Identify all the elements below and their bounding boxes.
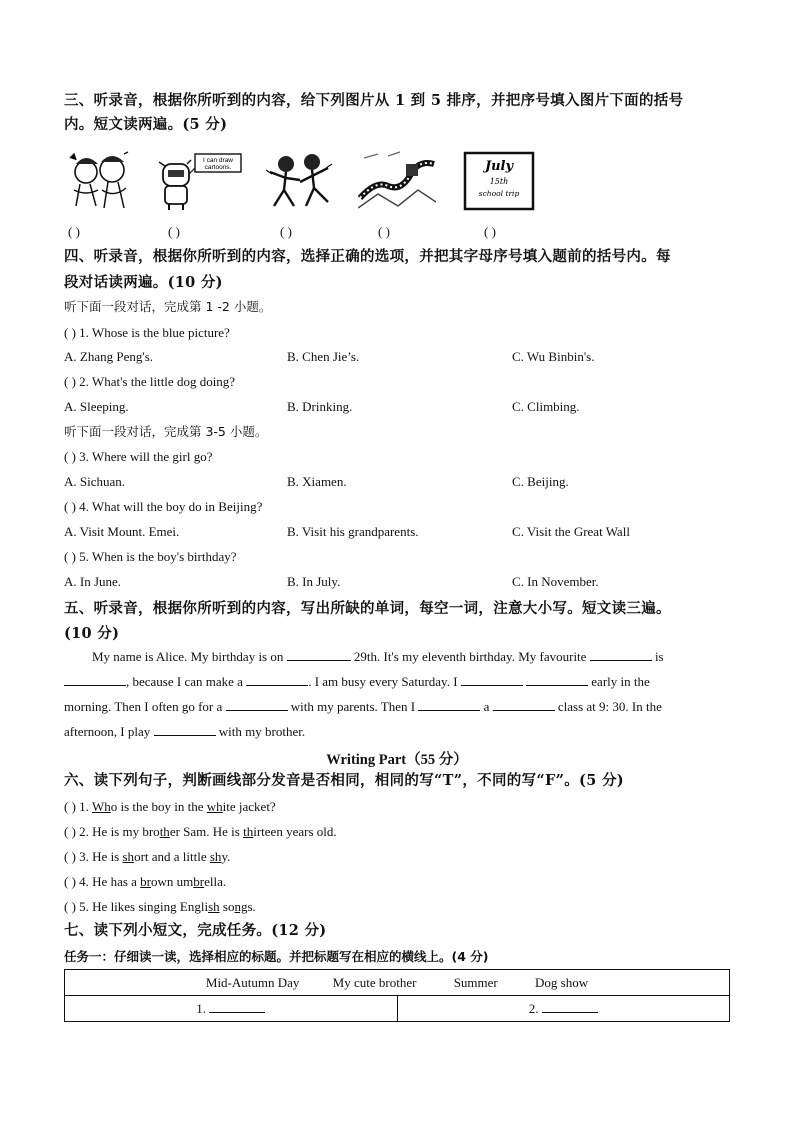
question-5[interactable]: ( ) 5. When is the boy's birthday? (64, 549, 237, 564)
section5-heading-line2: (10 分) (64, 625, 120, 642)
title-choice-table (64, 969, 730, 1022)
q3-option-c: C. Beijing. (512, 474, 569, 489)
section5-heading-line1: 五、听录音，根据你所听到的内容，写出所缺的单词，每空一词，注意大小写。短文读三遍。 (64, 600, 671, 617)
passage-line-4: afternoon, I play with my brother. (64, 724, 306, 739)
answer-paren-pic5[interactable]: ( ) (484, 224, 496, 239)
pic2-bubble-line1: I can draw (203, 157, 233, 164)
blank-2[interactable] (590, 649, 652, 661)
phonics-item-4[interactable]: ( ) 4. He has a brown umbrella. (64, 874, 227, 889)
blank-6[interactable] (526, 674, 588, 686)
blank-8[interactable] (418, 699, 480, 711)
section4-heading-line2: 段对话读两遍。(10 分) (64, 274, 223, 291)
q1-option-a: A. Zhang Peng's. (64, 349, 154, 364)
answer-cell-1[interactable]: 1. (65, 996, 398, 1022)
blank-7[interactable] (226, 699, 288, 711)
q3-option-b: B. Xiamen. (287, 474, 347, 489)
q2-option-c: C. Climbing. (512, 399, 580, 414)
answer-blank-2[interactable] (542, 1001, 598, 1013)
passage-line-2: , because I can make a . I am busy every Saturday. I early in the (64, 673, 650, 691)
phonics-item-3[interactable]: ( ) 3. He is short and a little shy. (64, 849, 231, 864)
answer-paren-pic3[interactable]: ( ) (280, 224, 292, 239)
picture-3-kung-fu-kids (262, 150, 338, 212)
blank-5[interactable] (461, 674, 523, 686)
q4-option-b: B. Visit his grandparents. (287, 524, 419, 539)
task1-instruction: 任务一：仔细读一读，选择相应的标题。并把标题写在相应的横线上。(4 分) (64, 949, 489, 964)
blank-4[interactable] (246, 674, 308, 686)
question-2[interactable]: ( ) 2. What's the little dog doing? (64, 374, 236, 389)
picture-4-great-wall (358, 150, 436, 212)
q5-option-a: A. In June. (64, 574, 122, 589)
blank-3[interactable] (64, 674, 126, 686)
section4-intro-2: 听下面一段对话，完成第 3-5 小题。 (64, 424, 268, 439)
passage-line-3: morning. Then I often go for a with my parents. Then I a class at 9: 30. In the (64, 699, 662, 714)
question-4[interactable]: ( ) 4. What will the boy do in Beijing? (64, 499, 263, 514)
section4-intro-1: 听下面一段对话，完成第 1 -2 小题。 (64, 299, 272, 314)
picture-5-calendar-july (462, 150, 536, 212)
blank-1[interactable] (287, 649, 351, 661)
option-summer: Summer (453, 974, 498, 990)
q3-option-a: A. Sichuan. (64, 474, 126, 489)
q4-option-c: C. Visit the Great Wall (512, 524, 630, 539)
answer-paren-pic2[interactable]: ( ) (168, 224, 180, 239)
option-dog-show: Dog show (535, 974, 589, 990)
phonics-item-5[interactable]: ( ) 5. He likes singing English songs. (64, 899, 256, 914)
q2-option-b: B. Drinking. (287, 399, 353, 414)
passage-line-1: My name is Alice. My birthday is on 29th. It's my eleventh birthday. My favourite is (92, 649, 664, 664)
option-mid-autumn-day: Mid-Autumn Day (205, 974, 300, 990)
title-options-row (65, 970, 730, 996)
phonics-item-1[interactable]: ( ) 1. Who is the boy in the white jacket? (64, 799, 276, 814)
q1-option-b: B. Chen Jie’s. (287, 349, 360, 364)
question-1[interactable]: ( ) 1. Whose is the blue picture? (64, 325, 230, 340)
section3-heading-line1: 三、听录音，根据你所听到的内容，给下列图片从 1 到 5 排序，并把序号填入图片下面的括号 (64, 92, 684, 109)
blank-9[interactable] (493, 699, 555, 711)
pic5-event: school trip (478, 189, 520, 198)
q2-option-a: A. Sleeping. (64, 399, 129, 414)
writing-part-title: Writing Part（55 分） (326, 752, 468, 768)
section4-heading-line1: 四、听录音，根据你所听到的内容，选择正确的选项，并把其字母序号填入题前的括号内。每 (64, 248, 671, 265)
pic2-bubble-line2: cartoons. (204, 164, 232, 171)
option-my-cute-brother: My cute brother (332, 974, 417, 990)
pic5-month: July (484, 159, 514, 174)
picture-1-singing-kids (68, 150, 132, 212)
pic5-date: 15th (489, 177, 509, 186)
section7-heading: 七、读下列小短文，完成任务。(12 分) (64, 922, 327, 939)
blank-10[interactable] (154, 724, 216, 736)
q5-option-c: C. In November. (512, 574, 599, 589)
picture-2-robot-drawing (155, 150, 247, 212)
section6-heading: 六、读下列句子，判断画线部分发音是否相同，相同的写“T”，不同的写“F”。(5 分) (64, 772, 624, 789)
answer-cell-2[interactable]: 2. (397, 996, 730, 1022)
section3-heading-line2: 内。短文读两遍。(5 分) (64, 116, 228, 133)
q5-option-b: B. In July. (287, 574, 341, 589)
q1-option-c: C. Wu Binbin's. (512, 349, 595, 364)
answer-paren-pic4[interactable]: ( ) (378, 224, 390, 239)
question-3[interactable]: ( ) 3. Where will the girl go? (64, 449, 213, 464)
phonics-item-2[interactable]: ( ) 2. He is my brother Sam. He is thirteen years old. (64, 824, 337, 839)
q4-option-a: A. Visit Mount. Emei. (64, 524, 180, 539)
answer-blank-1[interactable] (209, 1001, 265, 1013)
answer-paren-pic1[interactable]: ( ) (68, 224, 80, 239)
